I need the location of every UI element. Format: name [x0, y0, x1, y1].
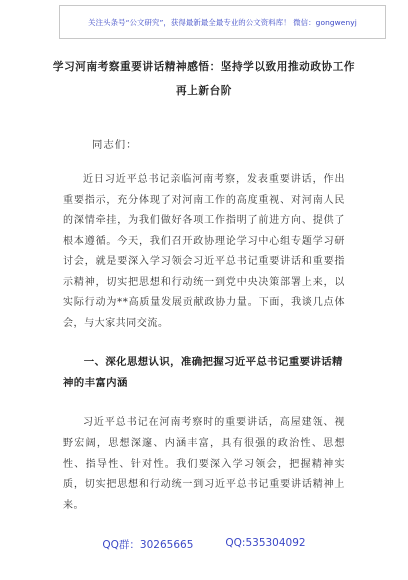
- salutation: 同志们：: [92, 139, 138, 151]
- document-title: 学习河南考察重要讲话精神感悟：坚持学以致用推动政协工作再上新台阶: [52, 61, 356, 97]
- footer-qq-group: QQ群：30265665: [102, 539, 194, 551]
- footer-qq-number: QQ:535304092: [225, 537, 306, 549]
- header-notice-text: 关注头条号“公文研究”，获得最新最全最专业的公文资料库！ 微信：gongwenyj: [88, 17, 357, 27]
- body-paragraph-2: 习近平总书记在河南考察时的重要讲话，高屋建瓴、视野宏阔，思想深邃、内涵丰富，具有很强的政治性、思想性、指导性、针对性。我们要深入学习领会，把握精神实质，切实把思想和行动统一到习近平总书记重要讲话精神上来。: [63, 417, 345, 512]
- footer: [0, 537, 408, 552]
- header-notice-box: [59, 5, 386, 39]
- section-heading-1: 一、深化思想认识，准确把握习近平总书记重要讲话精神的丰富内涵: [63, 356, 343, 389]
- body-paragraph-1: 近日习近平总书记亲临河南考察，发表重要讲话，作出重要指示，充分体现了对河南工作的高度重视、对河南人民的深情牵挂，为我们做好各项工作指明了前进方向、提供了根本遵循。今天，我们召开政协理论学习中心组专题学习研讨会，就是要深入学习领会习近平总书记重要讲话和重要指示精神，切实把思想和行动统一到党中央决策部署上来，以实际行动为**高质量发展贡献政协力量。下面，我谈几点体会，与大家共同交流。: [63, 174, 345, 329]
